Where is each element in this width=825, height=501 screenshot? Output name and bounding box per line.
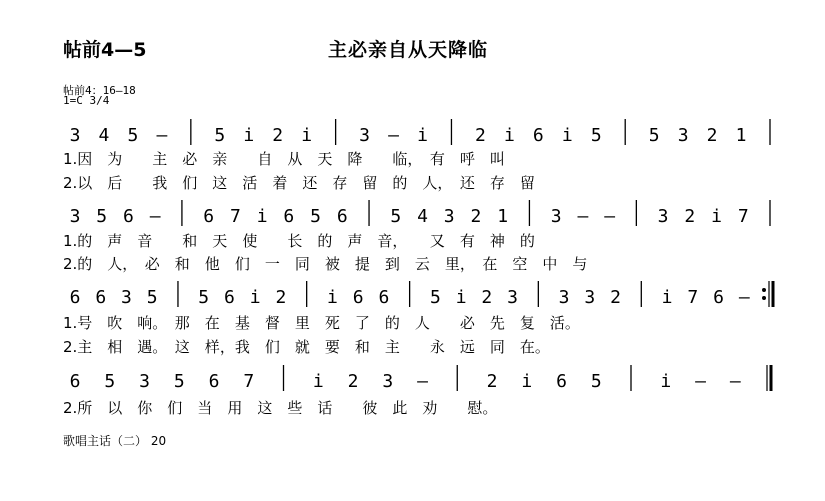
note: 3 — [69, 206, 81, 227]
lyric-line: 2.主 相 遇。 这 样，我 们 就 要 和 主 永 远 同 在。 — [63, 338, 550, 356]
note: i — [243, 125, 255, 146]
note: – — [156, 125, 168, 146]
note: i — [455, 287, 467, 308]
key-time-signature: 1=C 3/4 — [63, 94, 110, 107]
note: 6 — [336, 206, 348, 227]
note: 2 — [684, 206, 696, 227]
note: 6 — [532, 125, 544, 146]
note: 5 — [104, 371, 116, 392]
note: 5 — [390, 206, 402, 227]
note: 6 — [352, 287, 364, 308]
note: i — [301, 125, 313, 146]
note: 6 — [95, 287, 107, 308]
song-title: 主必亲自从天降临 — [328, 39, 489, 61]
note: 7 — [243, 371, 255, 392]
note: i — [249, 287, 261, 308]
note: 2 — [486, 371, 498, 392]
note: i — [417, 125, 428, 146]
note: 5 — [146, 287, 158, 308]
note: 3 — [359, 125, 371, 146]
note: i — [256, 206, 268, 227]
lyric-line: 2.以 后 我 们 这 活 着 还 存 留 的 人， 还 存 留 — [63, 174, 535, 192]
note: 3 — [657, 206, 669, 227]
note: 3 — [139, 371, 150, 392]
lyric-line: 2.所 以 你 们 当 用 这 些 话 彼 此 劝 慰。 — [63, 399, 498, 417]
note: – — [695, 371, 706, 392]
note: 2 — [470, 206, 482, 227]
note: 3 — [121, 287, 132, 308]
note: 7 — [229, 206, 241, 227]
note: 5 — [173, 371, 185, 392]
note: – — [738, 287, 750, 308]
note: 3 — [550, 206, 562, 227]
note: 5 — [127, 125, 139, 146]
note: 3 — [382, 371, 394, 392]
note: 2 — [272, 125, 284, 146]
note: 6 — [208, 371, 220, 392]
repeat-dot — [762, 296, 766, 300]
note: 5 — [590, 125, 602, 146]
note: i — [661, 287, 673, 308]
note: 2 — [610, 287, 621, 308]
note: 7 — [687, 287, 699, 308]
note: 6 — [713, 287, 724, 308]
note: 2 — [706, 125, 718, 146]
note: – — [417, 371, 428, 392]
note: 6 — [283, 206, 295, 227]
repeat-dot — [762, 288, 766, 292]
note: 5 — [590, 371, 602, 392]
note: – — [149, 206, 161, 227]
footer-source: 歌唱主话（二） 20 — [63, 434, 167, 448]
note: 3 — [443, 206, 455, 227]
note: i — [503, 125, 515, 146]
note: 3 — [677, 125, 689, 146]
note: – — [577, 206, 589, 227]
note: 5 — [310, 206, 321, 227]
note: 2 — [481, 287, 493, 308]
note: 2 — [474, 125, 486, 146]
note: 1 — [735, 125, 747, 146]
note: 5 — [648, 125, 660, 146]
note: 6 — [556, 371, 567, 392]
note: i — [521, 371, 533, 392]
note: 3 — [584, 287, 596, 308]
note: 2 — [275, 287, 287, 308]
note: i — [312, 371, 324, 392]
note: i — [660, 371, 672, 392]
note: 5 — [198, 287, 210, 308]
note: 1 — [497, 206, 509, 227]
note: 6 — [69, 371, 81, 392]
note: 5 — [96, 206, 108, 227]
note: i — [326, 287, 338, 308]
note: 6 — [224, 287, 235, 308]
note: 7 — [737, 206, 749, 227]
note: i — [561, 125, 573, 146]
note: 3 — [69, 125, 81, 146]
lyric-line: 1.的 声 音 和 天 使 长 的 声 音， 又 有 神 的 — [63, 232, 535, 250]
lyric-line: 2.的 人， 必 和 他 们 一 同 被 提 到 云 里， 在 空 中 与 — [63, 255, 588, 273]
note: i — [711, 206, 722, 227]
lyric-line: 1.因 为 主 必 亲 自 从 天 降 临， 有 呼 叫 — [63, 150, 505, 168]
note: 3 — [558, 287, 570, 308]
note: 3 — [507, 287, 519, 308]
note: 4 — [98, 125, 110, 146]
note: 6 — [378, 287, 390, 308]
note: 6 — [203, 206, 215, 227]
note: – — [604, 206, 616, 227]
note: – — [729, 371, 741, 392]
note: – — [388, 125, 399, 146]
note: 6 — [123, 206, 134, 227]
note: 4 — [417, 206, 428, 227]
note: 5 — [214, 125, 226, 146]
lyric-line: 1.号 吹 响。 那 在 基 督 里 死 了 的 人 必 先 复 活。 — [63, 314, 580, 332]
book-reference: 帖前4—5 — [63, 39, 147, 61]
scripture-reference: 帖前4：16—18 — [63, 84, 136, 97]
note: 2 — [347, 371, 359, 392]
note: 5 — [429, 287, 441, 308]
note: 6 — [69, 287, 81, 308]
